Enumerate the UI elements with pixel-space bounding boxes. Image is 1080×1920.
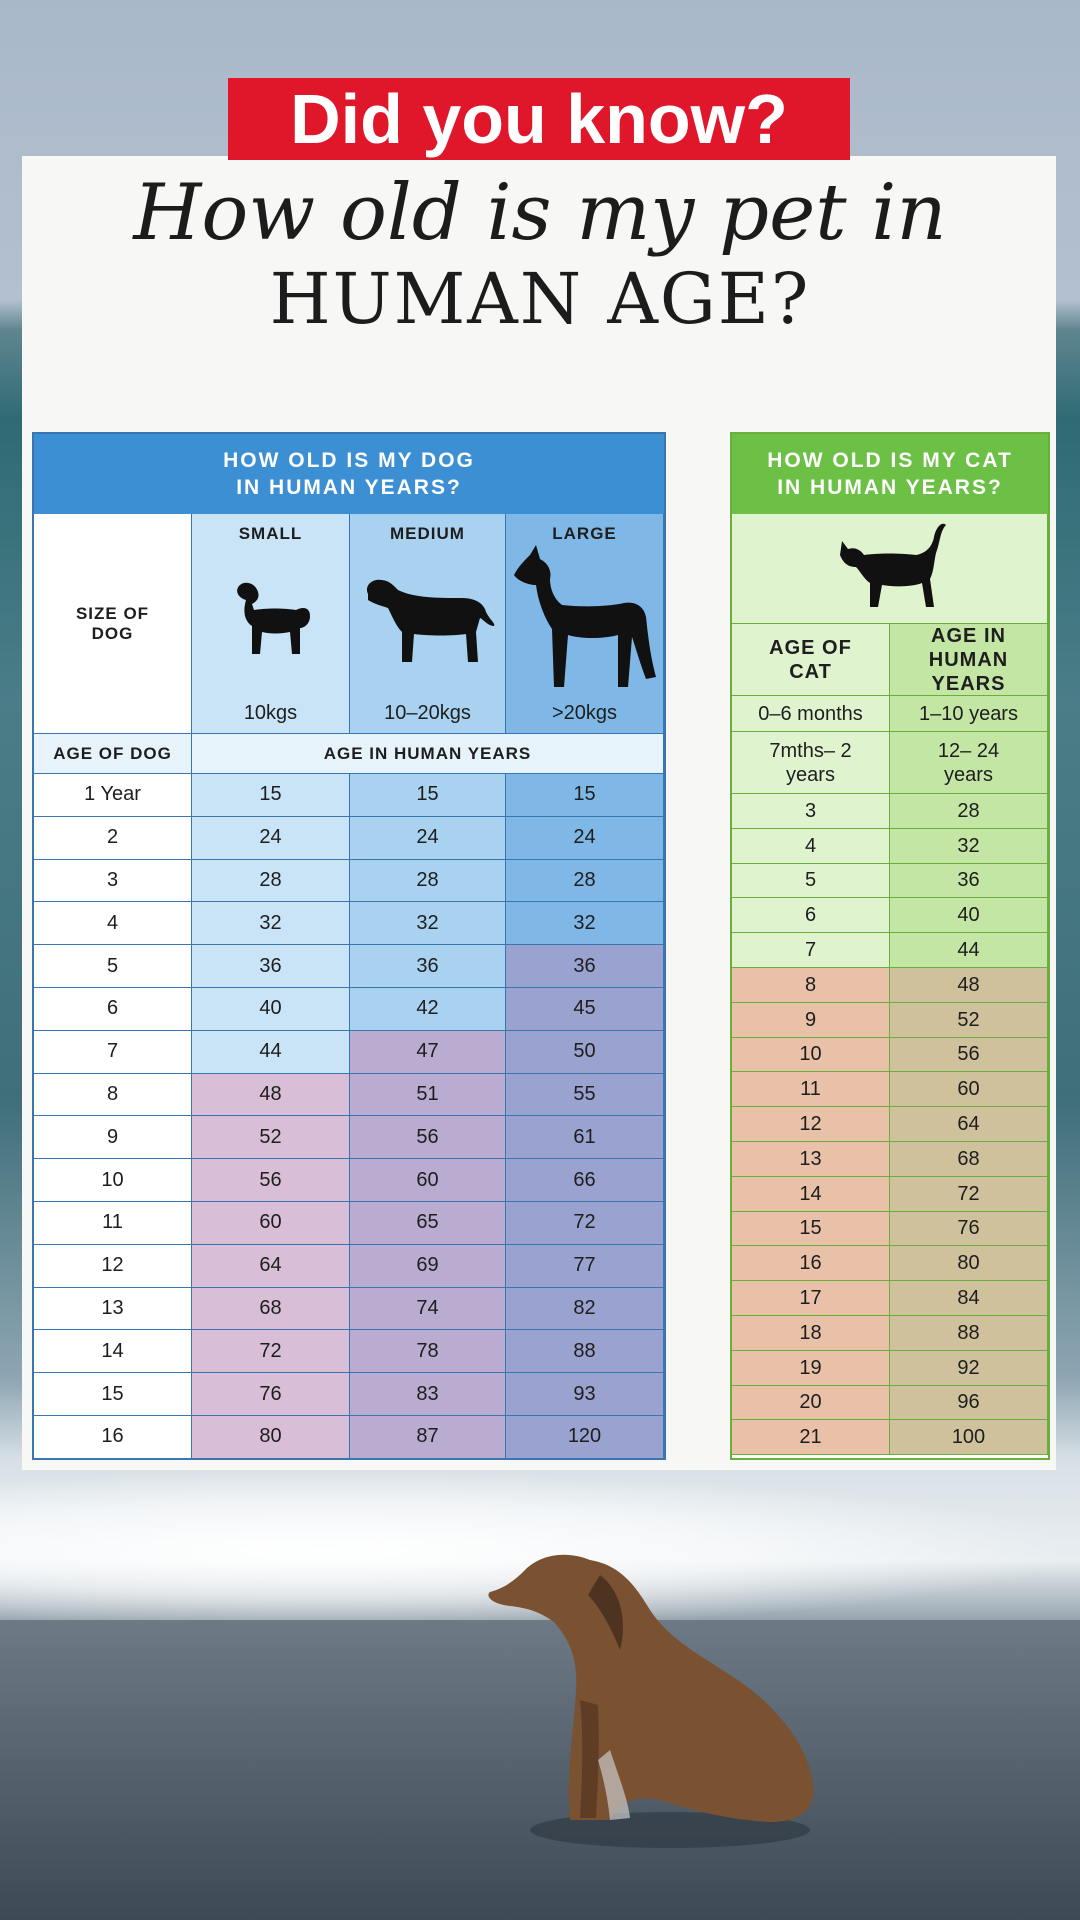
dog-large-human-age: 28 bbox=[506, 860, 664, 903]
dog-medium-human-age: 56 bbox=[350, 1116, 506, 1159]
cat-human-age-cell: 100 bbox=[890, 1420, 1048, 1455]
dog-medium-human-age: 32 bbox=[350, 902, 506, 945]
dog-medium-human-age: 74 bbox=[350, 1288, 506, 1331]
cat-age-cell: 21 bbox=[732, 1420, 890, 1455]
subtitle-line-1: How old is my pet in bbox=[133, 168, 947, 258]
size-name-medium: MEDIUM bbox=[390, 524, 465, 543]
age-in-human-years-label: AGE IN HUMAN YEARS bbox=[192, 734, 664, 774]
cat-human-age-cell: 68 bbox=[890, 1142, 1048, 1177]
size-weight-medium: 10–20kgs bbox=[384, 702, 471, 724]
large-dog-icon bbox=[510, 545, 660, 701]
cat-age-cell: 9 bbox=[732, 1003, 890, 1038]
dog-small-human-age: 15 bbox=[192, 774, 350, 817]
cat-age-cell: 5 bbox=[732, 864, 890, 899]
subtitle-line-2: HUMAN AGE? bbox=[269, 258, 811, 340]
cat-human-age-cell: 76 bbox=[890, 1212, 1048, 1247]
size-weight-large: >20kgs bbox=[551, 702, 618, 724]
cat-age-cell: 3 bbox=[732, 794, 890, 829]
dog-age-cell: 3 bbox=[34, 860, 192, 903]
dog-small-human-age: 52 bbox=[192, 1116, 350, 1159]
dog-small-human-age: 44 bbox=[192, 1031, 350, 1074]
cat-age-in-human-years-label: AGE IN HUMAN YEARS bbox=[890, 624, 1048, 696]
sitting-dog-photo bbox=[470, 1500, 850, 1860]
dog-small-human-age: 24 bbox=[192, 817, 350, 860]
cat-human-age-cell: 84 bbox=[890, 1281, 1048, 1316]
dog-age-cell: 7 bbox=[34, 1031, 192, 1074]
size-column-large bbox=[506, 514, 664, 734]
cat-human-age-cell: 80 bbox=[890, 1246, 1048, 1281]
cat-human-age-cell: 60 bbox=[890, 1072, 1048, 1107]
dog-title-line-2: IN HUMAN YEARS? bbox=[236, 476, 462, 499]
dog-age-table bbox=[32, 432, 666, 1460]
dog-age-cell: 1 Year bbox=[34, 774, 192, 817]
cat-human-age-cell: 40 bbox=[890, 898, 1048, 933]
size-of-dog-label: SIZE OF DOG bbox=[34, 514, 192, 734]
cat-age-cell: 8 bbox=[732, 968, 890, 1003]
dog-medium-human-age: 47 bbox=[350, 1031, 506, 1074]
dog-age-cell: 2 bbox=[34, 817, 192, 860]
size-weight-small: 10kgs bbox=[243, 702, 298, 724]
cat-age-cell: 18 bbox=[732, 1316, 890, 1351]
dog-small-human-age: 48 bbox=[192, 1074, 350, 1117]
size-column-medium bbox=[350, 514, 506, 734]
dog-medium-human-age: 65 bbox=[350, 1202, 506, 1245]
dog-large-human-age: 24 bbox=[506, 817, 664, 860]
dog-large-human-age: 66 bbox=[506, 1159, 664, 1202]
cat-age-cell: 20 bbox=[732, 1386, 890, 1421]
dog-age-cell: 4 bbox=[34, 902, 192, 945]
cat-human-age-cell: 32 bbox=[890, 829, 1048, 864]
dog-age-cell: 10 bbox=[34, 1159, 192, 1202]
headline-banner: Did you know? bbox=[228, 78, 850, 160]
dog-medium-human-age: 60 bbox=[350, 1159, 506, 1202]
dog-table-title bbox=[34, 434, 664, 514]
dog-age-cell: 12 bbox=[34, 1245, 192, 1288]
cat-age-cell: 7mths– 2 years bbox=[732, 732, 890, 794]
dog-medium-human-age: 28 bbox=[350, 860, 506, 903]
dog-age-cell: 16 bbox=[34, 1416, 192, 1459]
cat-human-age-cell: 64 bbox=[890, 1107, 1048, 1142]
dog-medium-human-age: 42 bbox=[350, 988, 506, 1031]
dog-medium-human-age: 24 bbox=[350, 817, 506, 860]
dog-age-cell: 14 bbox=[34, 1330, 192, 1373]
dog-large-human-age: 77 bbox=[506, 1245, 664, 1288]
cat-human-age-cell: 36 bbox=[890, 864, 1048, 899]
cat-icon-area bbox=[732, 514, 1048, 624]
dog-large-human-age: 61 bbox=[506, 1116, 664, 1159]
cat-human-age-cell: 72 bbox=[890, 1177, 1048, 1212]
dog-medium-human-age: 15 bbox=[350, 774, 506, 817]
cat-human-age-cell: 48 bbox=[890, 968, 1048, 1003]
age-of-dog-label: AGE OF DOG bbox=[34, 734, 192, 774]
cat-age-cell: 11 bbox=[732, 1072, 890, 1107]
dog-large-human-age: 50 bbox=[506, 1031, 664, 1074]
dog-small-human-age: 56 bbox=[192, 1159, 350, 1202]
dog-age-cell: 5 bbox=[34, 945, 192, 988]
dog-age-cell: 13 bbox=[34, 1288, 192, 1331]
age-of-cat-label: AGE OF CAT bbox=[732, 624, 890, 696]
dog-medium-human-age: 36 bbox=[350, 945, 506, 988]
cat-human-age-cell: 56 bbox=[890, 1038, 1048, 1073]
cat-human-age-cell: 52 bbox=[890, 1003, 1048, 1038]
dog-age-cell: 8 bbox=[34, 1074, 192, 1117]
cat-age-cell: 12 bbox=[732, 1107, 890, 1142]
dog-medium-human-age: 69 bbox=[350, 1245, 506, 1288]
cat-title-line-1: HOW OLD IS MY CAT bbox=[767, 449, 1013, 472]
dog-medium-human-age: 51 bbox=[350, 1074, 506, 1117]
dog-large-human-age: 72 bbox=[506, 1202, 664, 1245]
cat-human-age-cell: 44 bbox=[890, 933, 1048, 968]
dog-large-human-age: 15 bbox=[506, 774, 664, 817]
dog-small-human-age: 68 bbox=[192, 1288, 350, 1331]
size-name-small: SMALL bbox=[238, 524, 303, 543]
dog-small-human-age: 60 bbox=[192, 1202, 350, 1245]
dog-large-human-age: 55 bbox=[506, 1074, 664, 1117]
small-dog-icon bbox=[226, 580, 316, 666]
cat-age-cell: 16 bbox=[732, 1246, 890, 1281]
dog-large-human-age: 82 bbox=[506, 1288, 664, 1331]
dog-small-human-age: 40 bbox=[192, 988, 350, 1031]
cat-human-age-cell: 1–10 years bbox=[890, 696, 1048, 732]
cat-age-cell: 15 bbox=[732, 1212, 890, 1247]
cat-human-age-cell: 96 bbox=[890, 1386, 1048, 1421]
dog-large-human-age: 120 bbox=[506, 1416, 664, 1459]
cat-age-cell: 0–6 months bbox=[732, 696, 890, 732]
dog-small-human-age: 32 bbox=[192, 902, 350, 945]
size-column-small bbox=[192, 514, 350, 734]
dog-small-human-age: 72 bbox=[192, 1330, 350, 1373]
cat-icon bbox=[830, 521, 950, 617]
cat-age-cell: 19 bbox=[732, 1351, 890, 1386]
cat-age-cell: 13 bbox=[732, 1142, 890, 1177]
cat-age-table bbox=[730, 432, 1050, 1460]
cat-age-cell: 4 bbox=[732, 829, 890, 864]
dog-small-human-age: 80 bbox=[192, 1416, 350, 1459]
dog-age-cell: 6 bbox=[34, 988, 192, 1031]
cat-age-cell: 7 bbox=[732, 933, 890, 968]
dog-small-human-age: 28 bbox=[192, 860, 350, 903]
cat-title-line-2: IN HUMAN YEARS? bbox=[777, 476, 1003, 499]
cat-human-age-cell: 88 bbox=[890, 1316, 1048, 1351]
medium-dog-icon bbox=[358, 572, 498, 674]
dog-medium-human-age: 83 bbox=[350, 1373, 506, 1416]
dog-age-cell: 9 bbox=[34, 1116, 192, 1159]
cat-human-age-cell: 28 bbox=[890, 794, 1048, 829]
dog-large-human-age: 93 bbox=[506, 1373, 664, 1416]
dog-large-human-age: 36 bbox=[506, 945, 664, 988]
cat-human-age-cell: 92 bbox=[890, 1351, 1048, 1386]
cat-age-cell: 17 bbox=[732, 1281, 890, 1316]
dog-large-human-age: 88 bbox=[506, 1330, 664, 1373]
dog-medium-human-age: 87 bbox=[350, 1416, 506, 1459]
dog-small-human-age: 64 bbox=[192, 1245, 350, 1288]
size-name-large: LARGE bbox=[552, 524, 617, 543]
dog-medium-human-age: 78 bbox=[350, 1330, 506, 1373]
dog-large-human-age: 32 bbox=[506, 902, 664, 945]
dog-age-cell: 15 bbox=[34, 1373, 192, 1416]
cat-human-age-cell: 12– 24 years bbox=[890, 732, 1048, 794]
dog-age-cell: 11 bbox=[34, 1202, 192, 1245]
dog-small-human-age: 36 bbox=[192, 945, 350, 988]
dog-title-line-1: HOW OLD IS MY DOG bbox=[223, 449, 475, 472]
cat-age-cell: 14 bbox=[732, 1177, 890, 1212]
dog-large-human-age: 45 bbox=[506, 988, 664, 1031]
cat-age-cell: 6 bbox=[732, 898, 890, 933]
cat-table-title bbox=[732, 434, 1048, 514]
dog-small-human-age: 76 bbox=[192, 1373, 350, 1416]
cat-age-cell: 10 bbox=[732, 1038, 890, 1073]
